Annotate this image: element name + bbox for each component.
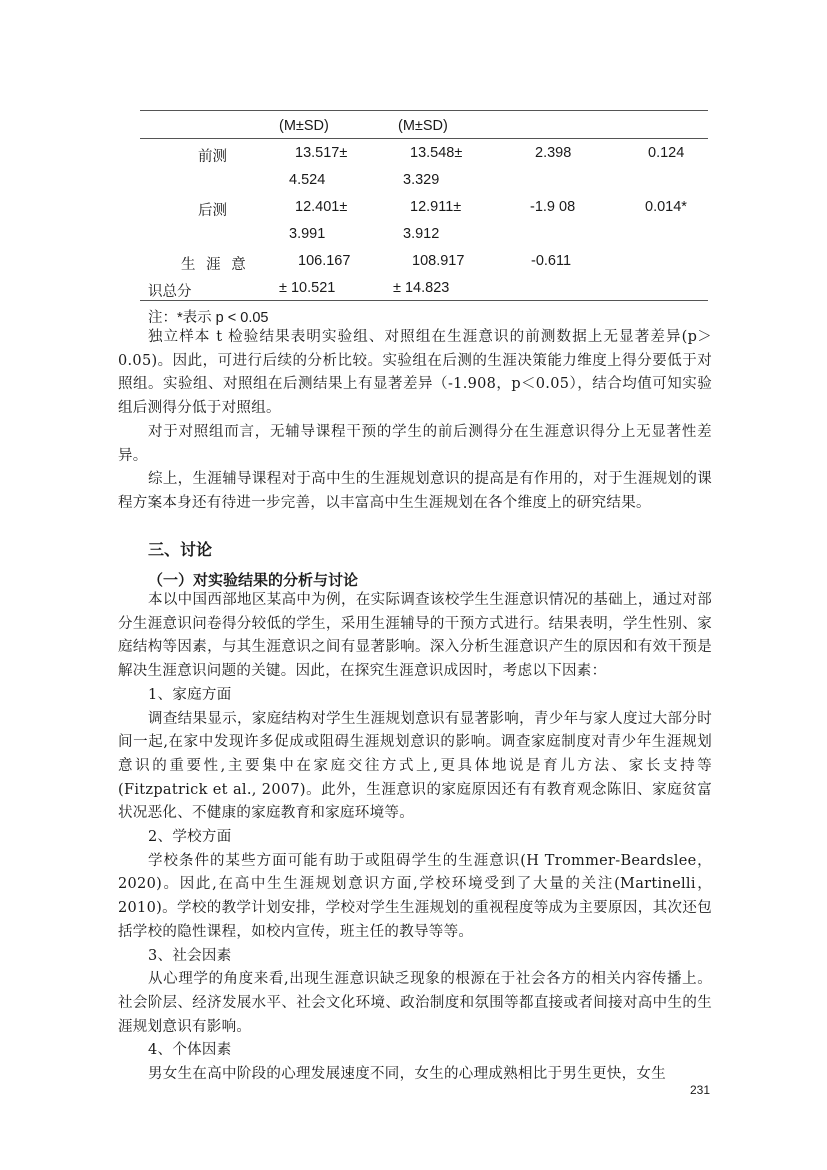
factor-title-society: 3、社会因素 — [148, 947, 232, 964]
factor-title-school: 2、学校方面 — [148, 829, 232, 846]
row-label-pretest: 前测 — [198, 149, 227, 165]
section-subtitle: （一）对实验结果的分析与讨论 — [148, 571, 359, 589]
results-paragraphs — [118, 326, 712, 516]
table-header-rule — [140, 138, 708, 139]
factor-title-individual: 4、个体因素 — [148, 1042, 232, 1059]
col-header-experimental: (M±SD) — [279, 118, 329, 134]
paragraph-control-group: 对于对照组而言，无辅导课程干预的学生的前后测得分在生涯意识得分上无显著性差异。 — [118, 423, 712, 464]
cell-pre-ctrl-sd: 3.329 — [403, 172, 440, 188]
cell-pre-p: 0.124 — [648, 145, 685, 161]
table-bottom-rule — [140, 300, 708, 301]
section-title: 三、讨论 — [148, 540, 213, 559]
cell-post-ctrl-sd: 3.912 — [403, 226, 440, 242]
cell-pre-t: 2.398 — [535, 145, 572, 161]
cell-pre-ctrl-mean: 13.548± — [410, 145, 463, 161]
cell-total-ctrl-mean: 108.917 — [412, 253, 465, 269]
paragraph-t-test: 独立样本 t 检验结果表明实验组、对照组在生涯意识的前测数据上无显著差异(p＞0.05)。因此，可进行后续的分析比较。实验组在后测的生涯决策能力维度上得分要低于对照组。实验组、对照组在后测结果上有显著差异（-1.908，p＜0.05），结合均值可知实验组后测得分低于对照组。 — [118, 329, 712, 417]
table-note: 注：*表示 p < 0.05 — [148, 310, 269, 326]
paragraph-family: 调查结果显示，家庭结构对学生生涯规划意识有显著影响，青少年与家人度过大部分时间一起,在家中发现许多促成或阻碍生涯规划意识的影响。调查家庭制度对青少年生涯规划意识的重要性,主要集中在家庭交往方式上,更具体地说是育儿方法、家长支持等(Fitzpatrick et al., 2007)。此外，生涯意识的家庭原因还有有教育观念陈旧、家庭贫富状况恶化、不健康的家庭教育和家庭环境等。 — [118, 710, 712, 822]
table-top-rule — [140, 110, 708, 111]
paragraph-school: 学校条件的某些方面可能有助于或阻碍学生的生涯意识(H Trommer-Beardslee，2020)。因此,在高中生生涯规划意识方面,学校环境受到了大量的关注(Martinelli，2010)。学校的教学计划安排，学校对学生生涯规划的重视程度等成为主要原因，其次还包括学校的隐性课程，如校内宣传，班主任的教导等等。 — [118, 852, 712, 940]
factor-title-family: 1、家庭方面 — [148, 686, 232, 703]
cell-pre-exp-mean: 13.517± — [295, 145, 348, 161]
cell-post-exp-sd: 3.991 — [289, 226, 326, 242]
cell-post-ctrl-mean: 12.911± — [410, 199, 462, 215]
paragraph-intro: 本以中国西部地区某高中为例，在实际调查该校学生生涯意识情况的基础上，通过对部分生涯意识问卷得分较低的学生，采用生涯辅导的干预方式进行。结果表明，学生性别、家庭结构等因素，与其生涯意识之间有显著影响。深入分析生涯意识产生的原因和有效干预是解决生涯意识问题的关键。因此，在探究生涯意识成因时，考虑以下因素： — [118, 592, 712, 680]
cell-post-p: 0.014* — [645, 199, 687, 215]
page-number: 231 — [690, 1083, 711, 1097]
paragraph-society: 从心理学的角度来看,出现生涯意识缺乏现象的根源在于社会各方的相关内容传播上。社会阶层、经济发展水平、社会文化环境、政治制度和氛围等都直接或者间接对高中生的生涯规划意识有影响。 — [118, 971, 712, 1035]
cell-total-exp-mean: 106.167 — [298, 253, 351, 269]
cell-total-t: -0.611 — [531, 253, 572, 269]
col-header-control: (M±SD) — [398, 118, 448, 134]
cell-total-exp-sd: ± 10.521 — [279, 280, 336, 296]
paragraph-summary: 综上，生涯辅导课程对于高中生的生涯规划意识的提高是有作用的，对于生涯规划的课程方案本身还有待进一步完善，以丰富高中生生涯规划在各个维度上的研究结果。 — [118, 471, 712, 511]
paragraph-individual: 男女生在高中阶段的心理发展速度不同，女生的心理成熟相比于男生更快，女生 — [148, 1066, 666, 1083]
row-label-posttest: 后测 — [198, 203, 227, 219]
row-label-total-2: 识总分 — [148, 284, 192, 300]
cell-pre-exp-sd: 4.524 — [289, 172, 326, 188]
discussion-body — [118, 589, 712, 1087]
cell-post-t: -1.9 08 — [530, 199, 576, 215]
row-label-total-1: 生 涯 意 — [181, 257, 249, 273]
cell-post-exp-mean: 12.401± — [295, 199, 348, 215]
cell-total-ctrl-sd: ± 14.823 — [393, 280, 450, 296]
